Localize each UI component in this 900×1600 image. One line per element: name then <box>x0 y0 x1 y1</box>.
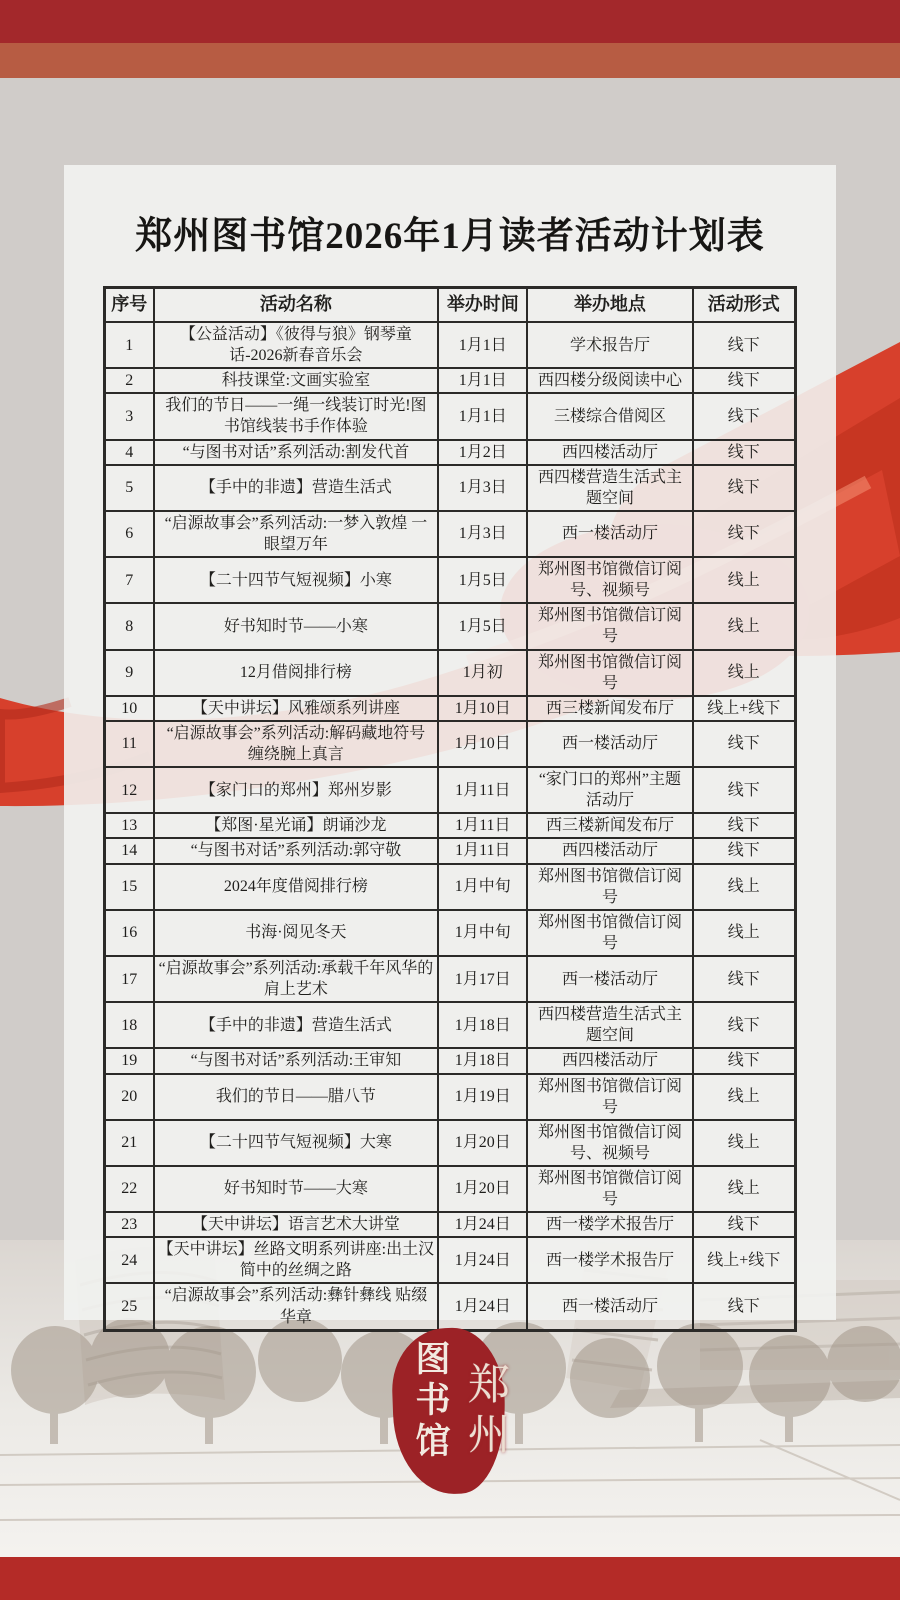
cell-activity-time: 1月10日 <box>438 696 527 721</box>
cell-activity-name: 好书知时节——小寒 <box>154 603 439 649</box>
cell-activity-place: 郑州图书馆微信订阅号 <box>527 910 692 956</box>
cell-activity-index: 19 <box>105 1048 154 1073</box>
cell-activity-index: 20 <box>105 1074 154 1120</box>
cell-activity-place: “家门口的郑州”主题活动厅 <box>527 767 692 813</box>
cell-activity-time: 1月18日 <box>438 1048 527 1073</box>
cell-activity-format: 线下 <box>693 721 796 767</box>
cell-activity-place: 郑州图书馆微信订阅号、视频号 <box>527 1120 692 1166</box>
cell-activity-time: 1月1日 <box>438 368 527 393</box>
cell-activity-time: 1月24日 <box>438 1212 527 1237</box>
cell-activity-time: 1月11日 <box>438 838 527 863</box>
table-row <box>105 813 796 838</box>
cell-activity-format: 线下 <box>693 813 796 838</box>
cell-activity-name: “启源故事会”系列活动:彝针彝线 贴缀华章 <box>154 1283 439 1330</box>
table-row <box>105 393 796 439</box>
cell-activity-index: 10 <box>105 696 154 721</box>
cell-activity-format: 线上 <box>693 603 796 649</box>
cell-activity-place: 西一楼学术报告厅 <box>527 1212 692 1237</box>
cell-activity-index: 17 <box>105 956 154 1002</box>
library-seal-logo <box>393 1328 513 1498</box>
bottom-red-bar <box>0 1557 900 1600</box>
table-row <box>105 557 796 603</box>
cell-activity-time: 1月1日 <box>438 322 527 368</box>
cell-activity-index: 15 <box>105 864 154 910</box>
seal-outer-text: 郑州 <box>462 1362 508 1462</box>
activity-schedule-table <box>103 286 797 1332</box>
cell-activity-format: 线下 <box>693 1283 796 1330</box>
cell-activity-time: 1月10日 <box>438 721 527 767</box>
table-row <box>105 1074 796 1120</box>
cell-activity-index: 18 <box>105 1002 154 1048</box>
cell-activity-name: 好书知时节——大寒 <box>154 1166 439 1212</box>
cell-activity-time: 1月5日 <box>438 603 527 649</box>
cell-activity-name: 书海·阅见冬天 <box>154 910 439 956</box>
cell-activity-index: 14 <box>105 838 154 863</box>
cell-activity-place: 西四楼活动厅 <box>527 838 692 863</box>
table-row <box>105 465 796 511</box>
activity-table-body <box>105 322 796 1330</box>
cell-activity-time: 1月中旬 <box>438 910 527 956</box>
cell-activity-time: 1月18日 <box>438 1002 527 1048</box>
table-row <box>105 322 796 368</box>
cell-activity-index: 8 <box>105 603 154 649</box>
cell-activity-format: 线上+线下 <box>693 696 796 721</box>
cell-activity-name: “启源故事会”系列活动:一梦入敦煌 一眼望万年 <box>154 511 439 557</box>
table-row <box>105 1212 796 1237</box>
table-row <box>105 1002 796 1048</box>
table-row <box>105 1166 796 1212</box>
cell-activity-place: 西一楼活动厅 <box>527 1283 692 1330</box>
cell-activity-name: “与图书对话”系列活动:王审知 <box>154 1048 439 1073</box>
cell-activity-time: 1月11日 <box>438 767 527 813</box>
cell-activity-format: 线下 <box>693 465 796 511</box>
cell-activity-name: 科技课堂:文画实验室 <box>154 368 439 393</box>
cell-activity-name: 【二十四节气短视频】大寒 <box>154 1120 439 1166</box>
cell-activity-format: 线下 <box>693 440 796 465</box>
cell-activity-time: 1月20日 <box>438 1166 527 1212</box>
cell-activity-time: 1月24日 <box>438 1237 527 1283</box>
cell-activity-place: 西一楼活动厅 <box>527 511 692 557</box>
cell-activity-index: 7 <box>105 557 154 603</box>
cell-activity-index: 3 <box>105 393 154 439</box>
cell-activity-place: 西四楼分级阅读中心 <box>527 368 692 393</box>
cell-activity-name: 【公益活动】《彼得与狼》钢琴童话-2026新春音乐会 <box>154 322 439 368</box>
cell-activity-name: 【家门口的郑州】郑州岁影 <box>154 767 439 813</box>
cell-activity-index: 22 <box>105 1166 154 1212</box>
table-row <box>105 910 796 956</box>
cell-activity-format: 线下 <box>693 956 796 1002</box>
cell-activity-name: 我们的节日——一绳一线装订时光!图书馆线装书手作体验 <box>154 393 439 439</box>
column-header-place: 举办地点 <box>527 288 692 323</box>
table-row <box>105 864 796 910</box>
table-row <box>105 696 796 721</box>
cell-activity-place: 西一楼活动厅 <box>527 956 692 1002</box>
cell-activity-index: 13 <box>105 813 154 838</box>
column-header-time: 举办时间 <box>438 288 527 323</box>
cell-activity-format: 线下 <box>693 368 796 393</box>
cell-activity-name: 2024年度借阅排行榜 <box>154 864 439 910</box>
cell-activity-name: 【手中的非遗】营造生活式 <box>154 465 439 511</box>
cell-activity-time: 1月11日 <box>438 813 527 838</box>
cell-activity-place: 西一楼学术报告厅 <box>527 1237 692 1283</box>
cell-activity-time: 1月中旬 <box>438 864 527 910</box>
cell-activity-place: 西三楼新闻发布厅 <box>527 813 692 838</box>
cell-activity-name: 【手中的非遗】营造生活式 <box>154 1002 439 1048</box>
cell-activity-index: 21 <box>105 1120 154 1166</box>
table-row <box>105 721 796 767</box>
cell-activity-format: 线下 <box>693 511 796 557</box>
cell-activity-place: 西一楼活动厅 <box>527 721 692 767</box>
cell-activity-format: 线下 <box>693 393 796 439</box>
cell-activity-index: 11 <box>105 721 154 767</box>
poster-title: 郑州图书馆2026年1月读者活动计划表 <box>135 216 765 257</box>
table-row <box>105 603 796 649</box>
cell-activity-index: 6 <box>105 511 154 557</box>
cell-activity-name: “与图书对话”系列活动:郭守敬 <box>154 838 439 863</box>
cell-activity-index: 5 <box>105 465 154 511</box>
table-row <box>105 440 796 465</box>
table-row <box>105 368 796 393</box>
column-header-index: 序号 <box>105 288 154 323</box>
cell-activity-index: 23 <box>105 1212 154 1237</box>
top-terracotta-bar <box>0 43 900 78</box>
cell-activity-index: 4 <box>105 440 154 465</box>
cell-activity-format: 线下 <box>693 322 796 368</box>
cell-activity-name: “启源故事会”系列活动:解码藏地符号 缠绕腕上真言 <box>154 721 439 767</box>
column-header-format: 活动形式 <box>693 288 796 323</box>
cell-activity-place: 西四楼活动厅 <box>527 440 692 465</box>
cell-activity-format: 线下 <box>693 838 796 863</box>
table-header-row <box>105 288 796 323</box>
cell-activity-time: 1月1日 <box>438 393 527 439</box>
cell-activity-name: 【郑图·星光诵】朗诵沙龙 <box>154 813 439 838</box>
cell-activity-place: 郑州图书馆微信订阅号 <box>527 1074 692 1120</box>
cell-activity-time: 1月5日 <box>438 557 527 603</box>
cell-activity-place: 西四楼营造生活式主题空间 <box>527 1002 692 1048</box>
cell-activity-place: 郑州图书馆微信订阅号 <box>527 603 692 649</box>
cell-activity-format: 线下 <box>693 1212 796 1237</box>
cell-activity-index: 25 <box>105 1283 154 1330</box>
cell-activity-place: 三楼综合借阅区 <box>527 393 692 439</box>
cell-activity-place: 郑州图书馆微信订阅号 <box>527 864 692 910</box>
cell-activity-index: 9 <box>105 650 154 696</box>
cell-activity-place: 学术报告厅 <box>527 322 692 368</box>
cell-activity-format: 线上 <box>693 864 796 910</box>
poster-card <box>64 165 836 1326</box>
cell-activity-format: 线上 <box>693 557 796 603</box>
table-row <box>105 1283 796 1330</box>
cell-activity-place: 西四楼活动厅 <box>527 1048 692 1073</box>
cell-activity-place: 西四楼营造生活式主题空间 <box>527 465 692 511</box>
column-header-name: 活动名称 <box>154 288 439 323</box>
cell-activity-name: “启源故事会”系列活动:承载千年风华的肩上艺术 <box>154 956 439 1002</box>
cell-activity-time: 1月19日 <box>438 1074 527 1120</box>
cell-activity-format: 线上 <box>693 1120 796 1166</box>
cell-activity-time: 1月17日 <box>438 956 527 1002</box>
table-row <box>105 511 796 557</box>
cell-activity-format: 线上 <box>693 650 796 696</box>
cell-activity-name: 我们的节日——腊八节 <box>154 1074 439 1120</box>
cell-activity-place: 郑州图书馆微信订阅号 <box>527 650 692 696</box>
cell-activity-index: 1 <box>105 322 154 368</box>
cell-activity-format: 线下 <box>693 1048 796 1073</box>
table-row <box>105 956 796 1002</box>
cell-activity-name: “与图书对话”系列活动:割发代首 <box>154 440 439 465</box>
cell-activity-time: 1月3日 <box>438 511 527 557</box>
table-row <box>105 1048 796 1073</box>
cell-activity-time: 1月2日 <box>438 440 527 465</box>
table-row <box>105 767 796 813</box>
cell-activity-name: 【天中讲坛】语言艺术大讲堂 <box>154 1212 439 1237</box>
cell-activity-name: 12月借阅排行榜 <box>154 650 439 696</box>
cell-activity-time: 1月20日 <box>438 1120 527 1166</box>
cell-activity-format: 线上 <box>693 910 796 956</box>
cell-activity-format: 线上+线下 <box>693 1237 796 1283</box>
cell-activity-index: 12 <box>105 767 154 813</box>
cell-activity-format: 线下 <box>693 1002 796 1048</box>
cell-activity-index: 2 <box>105 368 154 393</box>
seal-inner-text: 图书馆 <box>411 1340 450 1463</box>
cell-activity-index: 16 <box>105 910 154 956</box>
cell-activity-name: 【天中讲坛】风雅颂系列讲座 <box>154 696 439 721</box>
cell-activity-time: 1月24日 <box>438 1283 527 1330</box>
cell-activity-format: 线上 <box>693 1074 796 1120</box>
table-row <box>105 1237 796 1283</box>
cell-activity-name: 【天中讲坛】丝路文明系列讲座:出土汉简中的丝绸之路 <box>154 1237 439 1283</box>
cell-activity-format: 线上 <box>693 1166 796 1212</box>
cell-activity-time: 1月初 <box>438 650 527 696</box>
cell-activity-place: 西三楼新闻发布厅 <box>527 696 692 721</box>
cell-activity-time: 1月3日 <box>438 465 527 511</box>
cell-activity-place: 郑州图书馆微信订阅号、视频号 <box>527 557 692 603</box>
table-row <box>105 1120 796 1166</box>
cell-activity-name: 【二十四节气短视频】小寒 <box>154 557 439 603</box>
table-row <box>105 650 796 696</box>
cell-activity-place: 郑州图书馆微信订阅号 <box>527 1166 692 1212</box>
top-dark-red-bar <box>0 0 900 43</box>
table-row <box>105 838 796 863</box>
cell-activity-index: 24 <box>105 1237 154 1283</box>
cell-activity-format: 线下 <box>693 767 796 813</box>
